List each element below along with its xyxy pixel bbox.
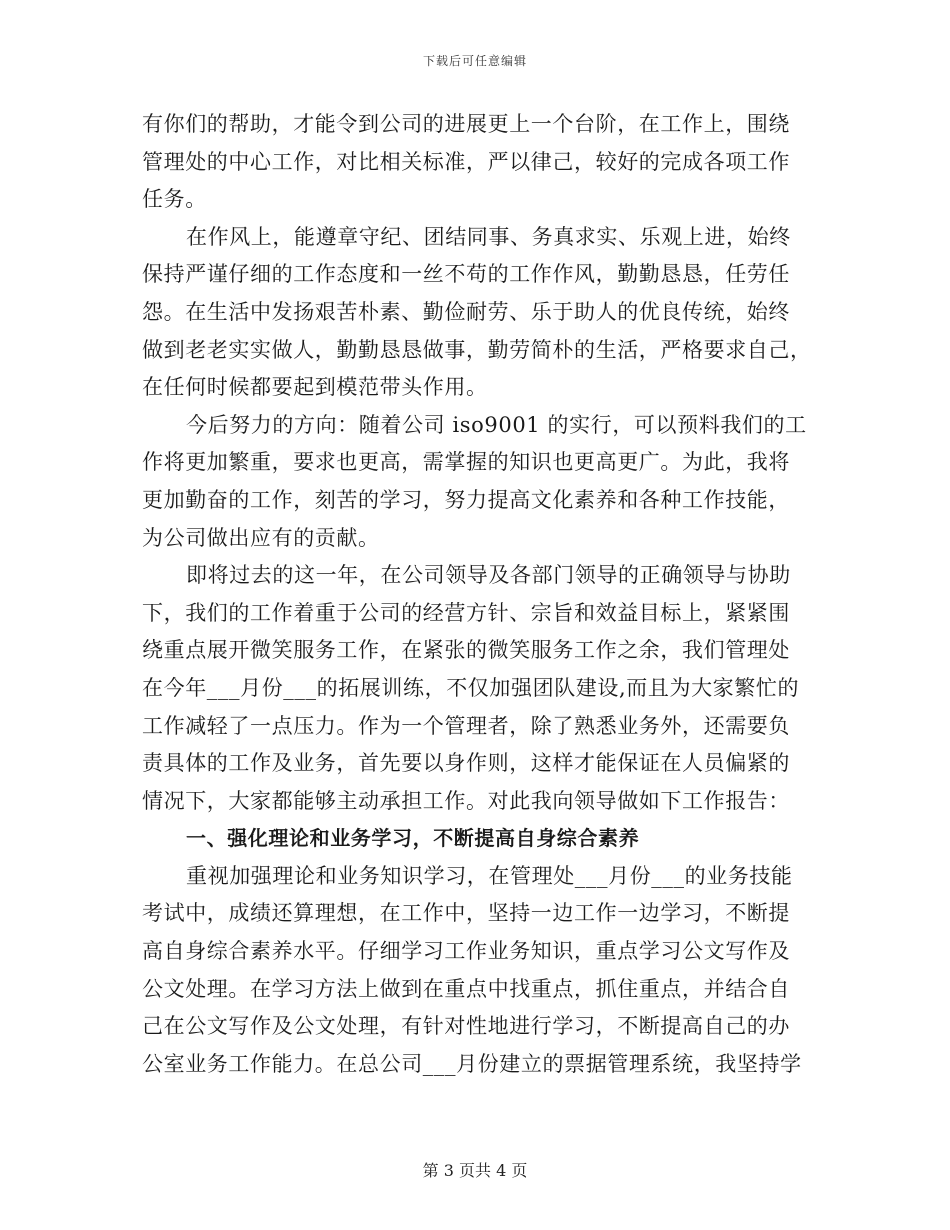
- body-text-line: 工作减轻了一点压力。作为一个管理者，除了熟悉业务外，还需要负: [142, 713, 790, 738]
- body-text-line: 公室业务工作能力。在总公司___月份建立的票据管理系统，我坚持学: [142, 1051, 802, 1076]
- body-text-line: 在任何时候都要起到模范带头作用。: [142, 375, 488, 400]
- page-header: 下载后可任意编辑: [422, 54, 527, 68]
- body-text-line: 重视加强理论和业务知识学习，在管理处___月份___的业务技能: [186, 863, 793, 888]
- page-footer: 第 3 页共 4 页: [422, 1161, 528, 1180]
- body-text-line: 绕重点展开微笑服务工作，在紧张的微笑服务工作之余，我们管理处: [142, 638, 790, 663]
- body-text-line: 下，我们的工作着重于公司的经营方针、宗旨和效益目标上，紧紧围: [142, 600, 790, 625]
- body-text-line: 管理处的中心工作，对比相关标准，严以律己，较好的完成各项工作: [142, 149, 790, 174]
- body-text-line: 情况下，大家都能够主动承担工作。对此我向领导做如下工作报告：: [142, 788, 790, 813]
- body-text-line: 在今年___月份___的拓展训练，不仅加强团队建设,而且为大家繁忙的: [142, 675, 800, 700]
- body-text-line: 保持严谨仔细的工作态度和一丝不苟的工作作风，勤勤恳恳，任劳任: [142, 262, 790, 287]
- body-text-line: 即将过去的这一年，在公司领导及各部门领导的正确领导与协助: [186, 563, 791, 588]
- body-text-line: 作将更加繁重，要求也更高，需掌握的知识也更高更广。为此，我将: [142, 450, 790, 475]
- body-text-line: 在作风上，能遵章守纪、团结同事、务真求实、乐观上进，始终: [186, 224, 791, 249]
- document-body: [142, 106, 812, 1083]
- body-text-line: 今后努力的方向：随着公司 iso9001 的实行，可以预料我们的工: [186, 412, 807, 437]
- body-text-line: 有你们的帮助，才能令到公司的进展更上一个台阶，在工作上，围绕: [142, 112, 790, 136]
- body-text-line: 考试中，成绩还算理想，在工作中，坚持一边工作一边学习，不断提: [142, 901, 790, 926]
- body-text-line: 高自身综合素养水平。仔细学习工作业务知识，重点学习公文写作及: [142, 939, 790, 964]
- body-text-line: 任务。: [142, 187, 207, 212]
- body-text-line: 更加勤奋的工作，刻苦的学习，努力提高文化素养和各种工作技能，: [142, 487, 790, 512]
- body-text-line: 公文处理。在学习方法上做到在重点中找重点，抓住重点，并结合自: [142, 976, 790, 1001]
- body-text-line: 做到老老实实做人，勤勤恳恳做事，勤劳简朴的生活，严格要求自己，: [142, 337, 812, 362]
- body-text-line: 责具体的工作及业务，首先要以身作则，这样才能保证在人员偏紧的: [142, 751, 790, 776]
- body-text-line: 怨。在生活中发扬艰苦朴素、勤俭耐劳、乐于助人的优良传统，始终: [142, 299, 790, 324]
- body-text-line: 为公司做出应有的贡献。: [142, 525, 380, 550]
- body-text-line: 己在公文写作及公文处理，有针对性地进行学习，不断提高自己的办: [142, 1014, 790, 1039]
- section-heading: 一、强化理论和业务学习，不断提高自身综合素养: [186, 826, 640, 851]
